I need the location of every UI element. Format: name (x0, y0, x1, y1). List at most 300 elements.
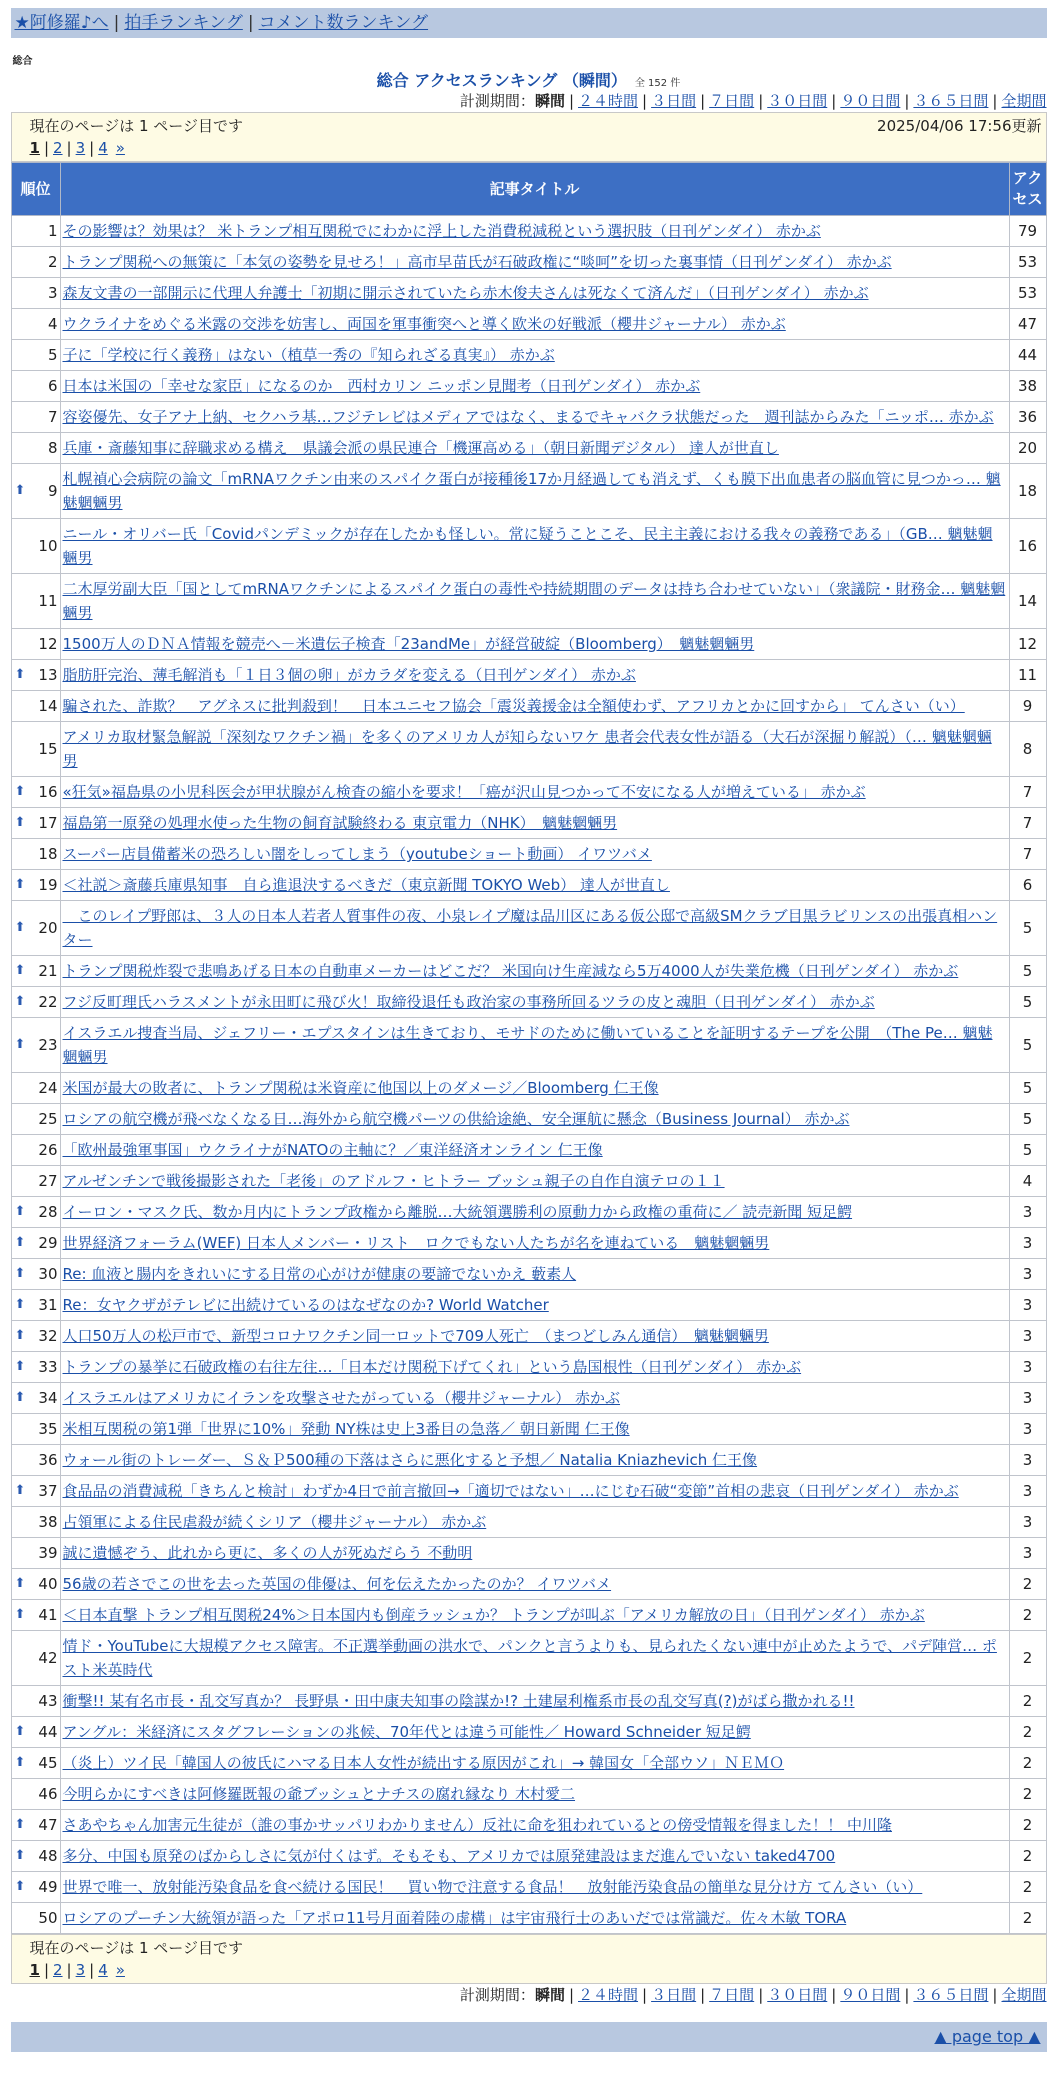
rank-cell (11, 722, 60, 777)
rank-up-arrow-icon: ⬆ (14, 1297, 26, 1312)
title-cell (60, 1018, 1009, 1073)
rank-number: 47 (38, 1816, 58, 1834)
article-link[interactable]: スーパー店員備蓄米の恐ろしい闇をしってしまう（youtubeショート動画） イワツバメ (62, 845, 652, 863)
rank-cell (11, 987, 60, 1018)
pager-next[interactable]: » (115, 1961, 125, 1979)
title-cell (60, 278, 1009, 309)
table-row (11, 777, 1046, 808)
pager-current-page: 1 (29, 139, 40, 157)
rank-cell (11, 1259, 60, 1290)
article-link[interactable]: «狂気»福島県の小児科医会が甲状腺がん検査の縮小を要求！「癌が沢山見つかって不安になる人が増えている」 赤かぶ (62, 783, 866, 801)
rank-number: 35 (38, 1420, 58, 1438)
access-count: 5 (1009, 1135, 1046, 1166)
article-link[interactable]: ウクライナをめぐる米露の交渉を妨害し、両国を軍事衝突へと導く欧米の好戦派（櫻井ジャーナル） 赤かぶ (62, 315, 786, 333)
article-link[interactable]: 食品品の消費減税「きちんと検討」わずか4日で前言撤回→「適切ではない」…にじむ石破“変節”首相の悲哀（日刊ゲンダイ） 赤かぶ (62, 1482, 959, 1500)
nav-separator: | (113, 13, 120, 33)
rank-cell (11, 1197, 60, 1228)
period-option[interactable]: ３６５日間 (913, 1986, 989, 2004)
period-separator: | (642, 1986, 648, 2004)
rank-number: 50 (38, 1909, 58, 1927)
rank-cell (11, 808, 60, 839)
pager-separator: | (66, 139, 72, 157)
rank-up-arrow-icon: ⬆ (14, 815, 26, 830)
access-count: 5 (1009, 1104, 1046, 1135)
article-link[interactable]: フジ反町理氏ハラスメントが永田町に飛び火！取締役退任も政治家の事務所回るツラの皮と魂胆（日刊ゲンダイ） 赤かぶ (62, 993, 875, 1011)
rank-cell (11, 464, 60, 519)
article-link[interactable]: 米国が最大の敗者に、トランプ関税は米資産に他国以上のダメージ／Bloomberg 仁王像 (62, 1079, 659, 1097)
title-cell (60, 1841, 1009, 1872)
rank-cell (11, 574, 60, 629)
access-count: 3 (1009, 1445, 1046, 1476)
rank-number: 17 (38, 814, 58, 832)
article-link[interactable]: 容姿優先、女子アナ上納、セクハラ基…フジテレビはメディアではなく、まるでキャバクラ状態だった 週刊誌からみた「ニッポ… 赤かぶ (62, 408, 994, 426)
access-count: 5 (1009, 1018, 1046, 1073)
article-link[interactable]: 占領軍による住民虐殺が続くシリア（櫻井ジャーナル） 赤かぶ (62, 1513, 487, 1531)
nav-link-comment-ranking[interactable]: コメント数ランキング (258, 13, 429, 33)
table-row (11, 1686, 1046, 1717)
rank-number: 8 (47, 439, 58, 457)
nav-separator: | (247, 13, 254, 33)
access-count: 4 (1009, 1166, 1046, 1197)
article-link[interactable]: アルゼンチンで戦後撮影された「老後」のアドルフ・ヒトラー ブッシュ親子の自作自演テロの１１ (62, 1172, 725, 1190)
title-cell (60, 722, 1009, 777)
nav-link-clap-ranking[interactable]: 拍手ランキング (124, 13, 243, 33)
updated-timestamp: 2025/04/06 17:56更新 (877, 117, 1042, 135)
title-cell (60, 1197, 1009, 1228)
rank-cell (11, 691, 60, 722)
article-link[interactable]: 人口50万人の松戸市で、新型コロナワクチン同一ロットで709人死亡 （まつどしみん通信） 魑魅魍魎男 (62, 1327, 769, 1345)
rank-number: 19 (38, 876, 58, 894)
period-option[interactable]: ２４時間 (578, 1986, 639, 2004)
title-cell (60, 1135, 1009, 1166)
rank-cell (11, 1414, 60, 1445)
rank-number: 29 (38, 1234, 58, 1252)
title-cell (60, 1228, 1009, 1259)
table-row (11, 901, 1046, 956)
period-option[interactable]: ３０日間 (767, 1986, 828, 2004)
article-link[interactable]: ロシアの航空機が飛べなくなる日…海外から航空機パーツの供給途絶、安全運航に懸念（Business Journal） 赤かぶ (62, 1110, 850, 1128)
rank-number: 9 (47, 482, 58, 500)
title-cell (60, 1903, 1009, 1934)
period-separator: | (904, 92, 910, 110)
pager-link[interactable]: 4 (98, 1961, 108, 1979)
nav-link-home[interactable]: ★阿修羅♪へ (14, 13, 109, 33)
article-link[interactable]: ロシアのプーチン大統領が語った「アポロ11号月面着陸の虚構」は宇宙飛行士のあいだでは常識だ。佐々木敏 TORA (62, 1909, 847, 1927)
access-count: 79 (1009, 216, 1046, 247)
article-link[interactable]: 子に「学校に行く義務」はない（植草一秀の『知られざる真実』） 赤かぶ (62, 346, 555, 364)
rank-cell (11, 629, 60, 660)
rank-up-arrow-icon: ⬆ (14, 1879, 26, 1894)
rank-number: 20 (38, 919, 58, 937)
period-option[interactable]: ７日間 (709, 1986, 755, 2004)
table-row (11, 1569, 1046, 1600)
rank-number: 24 (38, 1079, 58, 1097)
table-row (11, 1538, 1046, 1569)
access-count: 2 (1009, 1903, 1046, 1934)
pager-link[interactable]: 4 (98, 139, 108, 157)
title-cell (60, 1073, 1009, 1104)
title-cell (60, 1476, 1009, 1507)
rank-cell (11, 1352, 60, 1383)
access-count: 2 (1009, 1631, 1046, 1686)
rank-number: 16 (38, 783, 58, 801)
table-row (11, 340, 1046, 371)
rank-cell (11, 1290, 60, 1321)
table-row (11, 1414, 1046, 1445)
title-cell (60, 1383, 1009, 1414)
rank-cell (11, 1631, 60, 1686)
article-link[interactable]: 56歳の若さでこの世を去った英国の俳優は、何を伝えたかったのか？ イワツバメ (62, 1575, 612, 1593)
table-row (11, 1841, 1046, 1872)
rank-number: 6 (47, 377, 58, 395)
title-cell (60, 574, 1009, 629)
title-cell (60, 340, 1009, 371)
title-cell (60, 1779, 1009, 1810)
access-count: 2 (1009, 1569, 1046, 1600)
rank-number: 12 (38, 635, 58, 653)
table-row (11, 1507, 1046, 1538)
rank-number: 1 (47, 222, 58, 240)
article-link[interactable]: トランプ関税への無策に「本気の姿勢を見せろ！」高市早苗氏が石破政権に“啖呵”を切った裏事情（日刊ゲンダイ） 赤かぶ (62, 253, 892, 271)
page-title-row (11, 68, 1047, 90)
access-count: 3 (1009, 1507, 1046, 1538)
header-title: 記事タイトル (60, 163, 1009, 216)
pager-links (30, 137, 1042, 159)
article-link[interactable]: 「欧州最強軍事国」ウクライナがNATOの主軸に？／東洋経済オンライン 仁王像 (62, 1141, 603, 1159)
rank-cell (11, 839, 60, 870)
rank-number: 41 (38, 1606, 58, 1624)
table-row (11, 309, 1046, 340)
rank-up-arrow-icon: ⬆ (14, 1483, 26, 1498)
rank-number: 42 (38, 1649, 58, 1667)
title-cell (60, 870, 1009, 901)
period-option[interactable]: ３０日間 (767, 92, 828, 110)
pager-link[interactable]: 3 (75, 139, 86, 157)
article-link[interactable]: 世界経済フォーラム(WEF) 日本人メンバー・リスト ロクでもない人たちが名を連ねている 魑魅魍魎男 (62, 1234, 770, 1252)
access-count: 2 (1009, 1748, 1046, 1779)
rank-number: 5 (47, 346, 58, 364)
period-selector-bottom (11, 1984, 1047, 2006)
rank-cell (11, 371, 60, 402)
rank-cell (11, 1321, 60, 1352)
access-count: 7 (1009, 839, 1046, 870)
title-cell (60, 1872, 1009, 1903)
title-cell (60, 519, 1009, 574)
table-row (11, 574, 1046, 629)
rank-cell (11, 1686, 60, 1717)
pager-link[interactable]: 2 (53, 139, 63, 157)
period-option[interactable]: ３日間 (651, 92, 697, 110)
rank-number: 2 (47, 253, 58, 271)
period-separator: | (758, 92, 764, 110)
access-count: 36 (1009, 402, 1046, 433)
rank-cell (11, 278, 60, 309)
page-top-link[interactable]: ▲ page top ▲ (934, 2027, 1041, 2046)
rank-number: 23 (38, 1036, 58, 1054)
top-nav-bar (11, 8, 1047, 38)
article-link[interactable]: アメリカ取材緊急解説「深刻なワクチン禍」を多くのアメリカ人が知らないワケ 患者会代表女性が語る（大石が深掘り解説）（… 魑魅魍魎男 (62, 728, 992, 770)
access-count: 3 (1009, 1259, 1046, 1290)
table-row (11, 1104, 1046, 1135)
table-row (11, 519, 1046, 574)
access-count: 3 (1009, 1228, 1046, 1259)
article-link[interactable]: トランプ関税炸裂で悲鳴あげる日本の自動車メーカーはどこだ？ 米国向け生産減なら5万4000人が失業危機（日刊ゲンダイ） 赤かぶ (62, 962, 959, 980)
access-count: 8 (1009, 722, 1046, 777)
access-count: 3 (1009, 1290, 1046, 1321)
period-selector-top (11, 90, 1047, 112)
title-cell (60, 839, 1009, 870)
rank-number: 43 (38, 1692, 58, 1710)
rank-cell (11, 309, 60, 340)
access-count: 6 (1009, 870, 1046, 901)
article-link[interactable]: 多分、中国も原発のばからしさに気が付くはず。そもそも、アメリカでは原発建設はまだ進んでいない taked4700 (62, 1847, 836, 1865)
table-row (11, 1197, 1046, 1228)
table-row (11, 464, 1046, 519)
rank-up-arrow-icon: ⬆ (14, 1328, 26, 1343)
period-option[interactable]: 全期間 (1001, 92, 1047, 110)
article-link[interactable]: イスラエルはアメリカにイランを攻撃させたがっている（櫻井ジャーナル） 赤かぶ (62, 1389, 621, 1407)
table-row (11, 808, 1046, 839)
access-count: 3 (1009, 1197, 1046, 1228)
period-label: 計測期間： (459, 1986, 535, 2004)
table-row (11, 1073, 1046, 1104)
title-cell (60, 1569, 1009, 1600)
access-count: 3 (1009, 1383, 1046, 1414)
table-row (11, 1872, 1046, 1903)
article-link[interactable]: 世界で唯一、放射能汚染食品を食べ続ける国民！ 買い物で注意する食品！ 放射能汚染食品の簡単な見分け方 てんさい（い） (62, 1878, 923, 1896)
rank-cell (11, 1600, 60, 1631)
article-link[interactable]: ニール・オリバー氏「Covidパンデミックが存在したかも怪しい。常に疑うことこそ、民主主義における我々の義務である」（GB… 魑魅魍魎男 (62, 525, 993, 567)
pager-link[interactable]: 3 (75, 1961, 86, 1979)
rank-cell (11, 1135, 60, 1166)
access-count: 9 (1009, 691, 1046, 722)
article-link[interactable]: Re：女ヤクザがテレビに出続けているのはなぜなのか? World Watcher (62, 1296, 549, 1314)
table-row (11, 722, 1046, 777)
title-cell (60, 1748, 1009, 1779)
table-row (11, 1352, 1046, 1383)
rank-number: 4 (47, 315, 58, 333)
rank-number: 48 (38, 1847, 58, 1865)
access-count: 18 (1009, 464, 1046, 519)
access-count: 7 (1009, 777, 1046, 808)
rank-up-arrow-icon: ⬆ (14, 1755, 26, 1770)
header-count: アクセス (1009, 163, 1046, 216)
title-cell (60, 777, 1009, 808)
rank-number: 33 (38, 1358, 58, 1376)
article-link[interactable]: 衝撃!! 某有名市長・乱交写真か？ 長野県・田中康夫知事の陰謀か!? 土建屋利権系市長の乱交写真(?)がばら撒かれる!! (62, 1692, 855, 1710)
access-count: 7 (1009, 808, 1046, 839)
article-link[interactable]: 誠に遺憾ぞう、此れから更に、多くの人が死ぬだらう 不動明 (62, 1544, 473, 1562)
access-count: 3 (1009, 1414, 1046, 1445)
title-cell (60, 691, 1009, 722)
article-link[interactable]: 二木厚労副大臣「国としてmRNAワクチンによるスパイク蛋白の毒性や持続期間のデータは持ち合わせていない」（衆議院・財務金… 魑魅魍魎男 (62, 580, 1006, 622)
access-count: 14 (1009, 574, 1046, 629)
table-row (11, 956, 1046, 987)
rank-number: 22 (38, 993, 58, 1011)
period-option[interactable]: ３６５日間 (913, 92, 989, 110)
title-cell (60, 1631, 1009, 1686)
title-cell (60, 1414, 1009, 1445)
period-separator: | (992, 1986, 998, 2004)
header-rank: 順位 (11, 163, 60, 216)
table-row (11, 839, 1046, 870)
article-link[interactable]: 森友文書の一部開示に代理人弁護士「初期に開示されていたら赤木俊夫さんは死なくて済んだ」（日刊ゲンダイ） 赤かぶ (62, 284, 869, 302)
rank-number: 31 (38, 1296, 58, 1314)
article-link[interactable]: 情ド・YouTubeに大規模アクセス障害。不正選挙動画の洪水で、パンクと言うよりも、見られたくない連中が止めたようで、パデ陣営… ポスト米英時代 (62, 1637, 997, 1679)
table-row (11, 433, 1046, 464)
total-count: 全 152 件 (634, 78, 681, 89)
access-count: 3 (1009, 1476, 1046, 1507)
table-row (11, 402, 1046, 433)
pager-info-row (30, 1937, 1042, 1959)
access-count: 2 (1009, 1717, 1046, 1748)
pager-links (30, 1959, 1042, 1981)
rank-up-arrow-icon: ⬆ (14, 483, 26, 498)
title-cell (60, 1166, 1009, 1197)
rank-number: 49 (38, 1878, 58, 1896)
period-separator: | (568, 92, 575, 110)
article-link[interactable]: 福島第一原発の処理水使った生物の飼育試験終わる 東京電力（NHK） 魑魅魍魎男 (62, 814, 618, 832)
period-option[interactable]: 全期間 (1001, 1986, 1047, 2004)
rank-number: 21 (38, 962, 58, 980)
pager-current-page: 1 (29, 1961, 40, 1979)
rank-up-arrow-icon: ⬆ (14, 1359, 26, 1374)
access-count: 2 (1009, 1600, 1046, 1631)
rank-cell (11, 870, 60, 901)
article-link[interactable]: 札幌禎心会病院の論文「mRNAワクチン由来のスパイク蛋白が接種後17か月経過しても消えず、くも膜下出血患者の脳血管に見つかっ… 魑魅魍魎男 (62, 470, 1001, 512)
rank-cell (11, 519, 60, 574)
rank-number: 44 (38, 1723, 58, 1741)
rank-number: 40 (38, 1575, 58, 1593)
table-row (11, 1135, 1046, 1166)
rank-up-arrow-icon: ⬆ (14, 877, 26, 892)
access-count: 53 (1009, 247, 1046, 278)
period-separator: | (568, 1986, 575, 2004)
article-link[interactable]: イーロン・マスク氏、数か月内にトランプ政権から離脱…大統領選勝利の原動力から政権の重荷に／ 読売新聞 短足鰐 (62, 1203, 853, 1221)
table-row (11, 371, 1046, 402)
pager-info: 現在のページは 1 ページ目です (29, 1939, 243, 1957)
rank-cell (11, 1104, 60, 1135)
access-count: 2 (1009, 1841, 1046, 1872)
title-cell (60, 1259, 1009, 1290)
period-option[interactable]: ２４時間 (578, 92, 639, 110)
access-count: 3 (1009, 1321, 1046, 1352)
pager-separator: | (43, 139, 49, 157)
article-link[interactable]: さあやちゃん加害元生徒が（誰の事かサッパリわかりません）反社に命を狙われているとの傍受情報を得ました！！ 中川隆 (62, 1816, 892, 1834)
access-count: 44 (1009, 340, 1046, 371)
pager-separator: | (89, 139, 95, 157)
rank-number: 11 (38, 592, 58, 610)
rank-up-arrow-icon: ⬆ (14, 1204, 26, 1219)
article-link[interactable]: 脂肪肝完治、薄毛解消も「１日３個の卵」がカラダを変える（日刊ゲンダイ） 赤かぶ (62, 666, 636, 684)
rank-up-arrow-icon: ⬆ (14, 1235, 26, 1250)
access-count: 3 (1009, 1538, 1046, 1569)
table-row (11, 1321, 1046, 1352)
title-cell (60, 1352, 1009, 1383)
pager-info: 現在のページは 1 ページ目です (29, 117, 243, 135)
rank-cell (11, 1903, 60, 1934)
rank-number: 3 (47, 284, 58, 302)
pager-link[interactable]: 2 (53, 1961, 63, 1979)
article-link[interactable]: 日本は米国の「幸せな家臣」になるのか 西村カリン ニッポン見聞考（日刊ゲンダイ） 赤かぶ (62, 377, 701, 395)
access-count: 38 (1009, 371, 1046, 402)
rank-cell (11, 1872, 60, 1903)
rank-number: 25 (38, 1110, 58, 1128)
access-count: 20 (1009, 433, 1046, 464)
access-count: 2 (1009, 1686, 1046, 1717)
access-count: 2 (1009, 1872, 1046, 1903)
title-cell (60, 1104, 1009, 1135)
rank-cell (11, 1445, 60, 1476)
period-option[interactable]: ９０日間 (840, 1986, 901, 2004)
article-link[interactable]: 1500万人のＤＮＡ情報を競売へ－米遺伝子検査「23andMe」が経営破綻（Bloomberg） 魑魅魍魎男 (62, 635, 755, 653)
period-option[interactable]: ３日間 (651, 1986, 697, 2004)
period-separator: | (642, 92, 648, 110)
title-cell (60, 956, 1009, 987)
access-count: 16 (1009, 519, 1046, 574)
table-row (11, 1383, 1046, 1414)
article-link[interactable]: （炎上）ツイ民「韓国人の彼氏にハマる日本人女性が続出する原因がこれ」→ 韓国女「全部ウソ」ＮＥＭＯ (62, 1754, 785, 1772)
rank-cell (11, 660, 60, 691)
article-link[interactable]: 今明らかにすべきは阿修羅既報の爺ブッシュとナチスの腐れ縁なり 木村愛二 (62, 1785, 576, 1803)
rank-up-arrow-icon: ⬆ (14, 667, 26, 682)
rank-cell (11, 1569, 60, 1600)
article-link[interactable]: ウォール街のトレーダー、Ｓ＆Ｐ500種の下落はさらに悪化すると予想／ Natalia Kniazhevich 仁王像 (62, 1451, 758, 1469)
table-row (11, 1166, 1046, 1197)
rank-up-arrow-icon: ⬆ (14, 1607, 26, 1622)
title-cell (60, 808, 1009, 839)
article-link[interactable]: ＜社説＞斎藤兵庫県知事 自ら進退決するべきだ（東京新聞 TOKYO Web） 達人が世直し (62, 876, 670, 894)
rank-cell (11, 1810, 60, 1841)
rank-cell (11, 1018, 60, 1073)
rank-number: 38 (38, 1513, 58, 1531)
article-link[interactable]: 騙された、詐欺？ アグネスに批判殺到！ 日本ユニセフ協会「震災義援金は全額使わず、アフリカとかに回すから」 てんさい（い） (62, 697, 965, 715)
rank-number: 32 (38, 1327, 58, 1345)
title-cell (60, 309, 1009, 340)
access-count: 2 (1009, 1810, 1046, 1841)
article-link[interactable]: Re: 血液と腸内をきれいにする日常の心がけが健康の要諦でないかえ 藪素人 (62, 1265, 577, 1283)
pager-next[interactable]: » (115, 139, 125, 157)
article-link[interactable]: ＜日本直撃 トランプ相互関税24%＞日本国内も倒産ラッシュか？ トランプが叫ぶ「アメリカ解放の日」（日刊ゲンダイ） 赤かぶ (62, 1606, 925, 1624)
rank-cell (11, 433, 60, 464)
period-option[interactable]: ７日間 (709, 92, 755, 110)
rank-up-arrow-icon: ⬆ (14, 1724, 26, 1739)
article-link[interactable]: このレイプ野郎は、３人の日本人若者人質事件の夜、小泉レイプ魔は品川区にある仮公邸で高級SMクラブ目黒ラビリンスの出張真相ハンター (62, 907, 998, 949)
rank-cell (11, 1073, 60, 1104)
article-link[interactable]: 米相互関税の第1弾「世界に10%」発動 NY株は史上3番目の急落／ 朝日新聞 仁王像 (62, 1420, 630, 1438)
article-link[interactable]: アングル：米経済にスタグフレーションの兆候、70年代とは違う可能性／ Howard Schneider 短足鰐 (62, 1723, 751, 1741)
article-link[interactable]: 兵庫・斎藤知事に辞職求める構え 県議会派の県民連合「機運高める」（朝日新聞デジタル） 達人が世直し (62, 439, 779, 457)
title-cell (60, 402, 1009, 433)
rank-number: 14 (38, 697, 58, 715)
period-option[interactable]: ９０日間 (840, 92, 901, 110)
access-count: 5 (1009, 1073, 1046, 1104)
rank-number: 37 (38, 1482, 58, 1500)
pager-separator: | (43, 1961, 49, 1979)
rank-cell (11, 1717, 60, 1748)
table-row (11, 1810, 1046, 1841)
table-header-row (11, 163, 1046, 216)
title-cell (60, 433, 1009, 464)
article-link[interactable]: イスラエル捜査当局、ジェフリー・エプスタインは生きており、モサドのために働いていることを証明するテープを公開 （The Pe… 魑魅魍魎男 (62, 1024, 993, 1066)
pager-info-row (30, 115, 1042, 137)
rank-cell (11, 1538, 60, 1569)
rank-cell (11, 1507, 60, 1538)
article-link[interactable]: その影響は？効果は？ 米トランプ相互関税でにわかに浮上した消費税減税という選択肢（日刊ゲンダイ） 赤かぶ (62, 222, 821, 240)
rank-up-arrow-icon: ⬆ (14, 1266, 26, 1281)
rank-cell (11, 1383, 60, 1414)
article-link[interactable]: トランプの暴挙に石破政権の右往左往…「日本だけ関税下げてくれ」という島国根性（日刊ゲンダイ） 赤かぶ (62, 1358, 802, 1376)
